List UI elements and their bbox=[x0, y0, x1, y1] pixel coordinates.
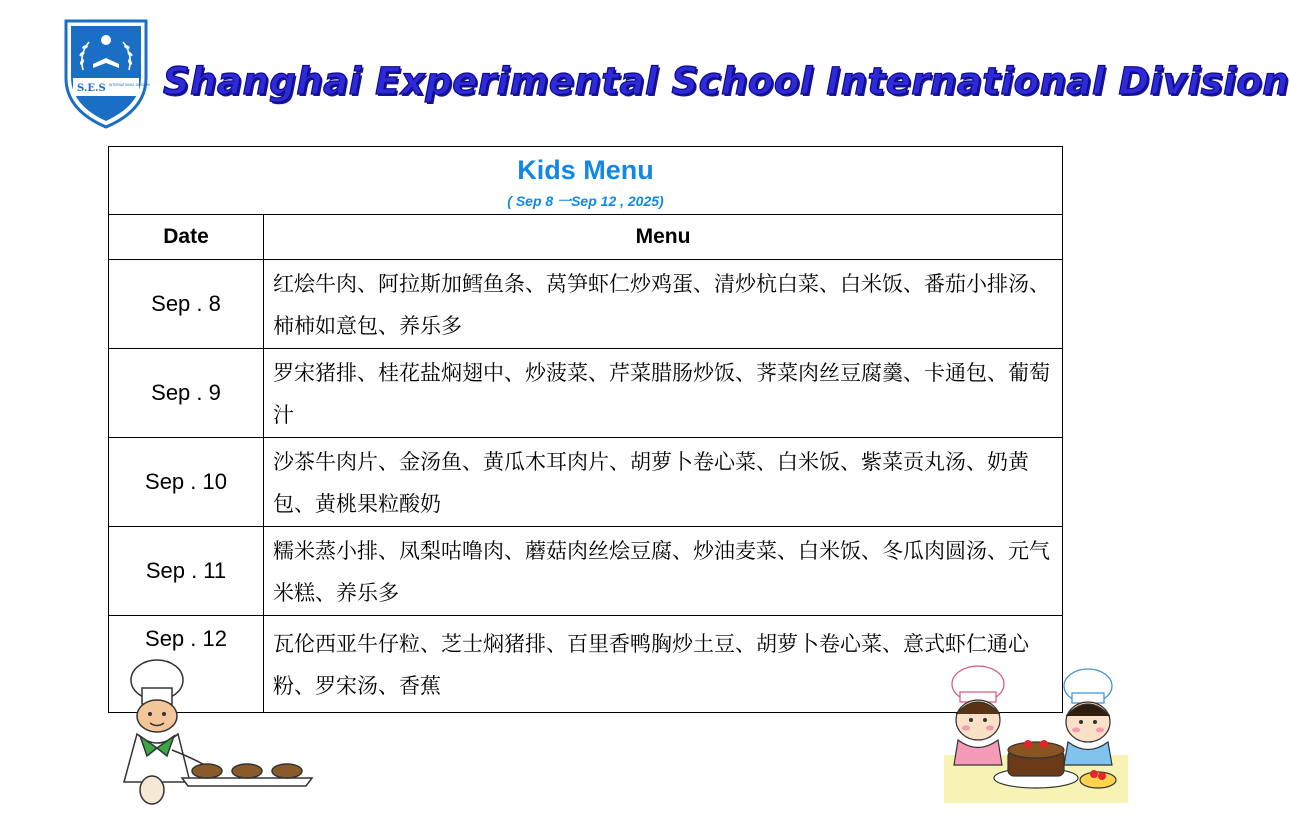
date-cell: Sep . 11 bbox=[109, 527, 264, 616]
chef-illustration bbox=[112, 652, 317, 807]
menu-items-cell: 罗宋猪排、桂花盐焖翅中、炒菠菜、芹菜腊肠炒饭、荠菜肉丝豆腐羹、卡通包、葡萄汁 bbox=[264, 349, 1063, 438]
title-row bbox=[109, 147, 1063, 215]
date-cell: Sep . 12 bbox=[109, 616, 264, 713]
school-name: Shanghai Experimental School International Division bbox=[163, 60, 1289, 103]
menu-title: Kids Menu bbox=[517, 155, 654, 185]
school-logo bbox=[63, 18, 149, 130]
date-cell: Sep . 10 bbox=[109, 438, 264, 527]
menu-date-range: ( Sep 8 一Sep 12 , 2025) bbox=[507, 193, 664, 209]
menu-items-cell: 瓦伦西亚牛仔粒、芝士焖猪排、百里香鸭胸炒土豆、胡萝卜卷心菜、意式虾仁通心粉、罗宋汤、香蕉 bbox=[264, 616, 1063, 713]
date-cell: Sep . 9 bbox=[109, 349, 264, 438]
table-row bbox=[109, 438, 1063, 527]
table-row bbox=[109, 527, 1063, 616]
menu-items-cell: 糯米蒸小排、凤梨咕噜肉、蘑菇肉丝烩豆腐、炒油麦菜、白米饭、冬瓜肉圆汤、元气米糕、养乐多 bbox=[264, 527, 1063, 616]
table-row bbox=[109, 260, 1063, 349]
menu-table bbox=[108, 146, 1063, 713]
title-cell bbox=[109, 147, 1063, 215]
kids-baking-illustration bbox=[940, 660, 1130, 805]
date-column-header: Date bbox=[109, 215, 264, 260]
logo-text: S.E.S bbox=[77, 83, 106, 94]
header-row bbox=[109, 215, 1063, 260]
logo-subtext: INTERNATIONAL DIVISION bbox=[109, 83, 150, 87]
menu-column-header: Menu bbox=[264, 215, 1063, 260]
menu-items-cell: 红烩牛肉、阿拉斯加鳕鱼条、莴笋虾仁炒鸡蛋、清炒杭白菜、白米饭、番茄小排汤、柿柿如意包、养乐多 bbox=[264, 260, 1063, 349]
date-cell: Sep . 8 bbox=[109, 260, 264, 349]
table-row bbox=[109, 349, 1063, 438]
menu-items-cell: 沙茶牛肉片、金汤鱼、黄瓜木耳肉片、胡萝卜卷心菜、白米饭、紫菜贡丸汤、奶黄包、黄桃果粒酸奶 bbox=[264, 438, 1063, 527]
